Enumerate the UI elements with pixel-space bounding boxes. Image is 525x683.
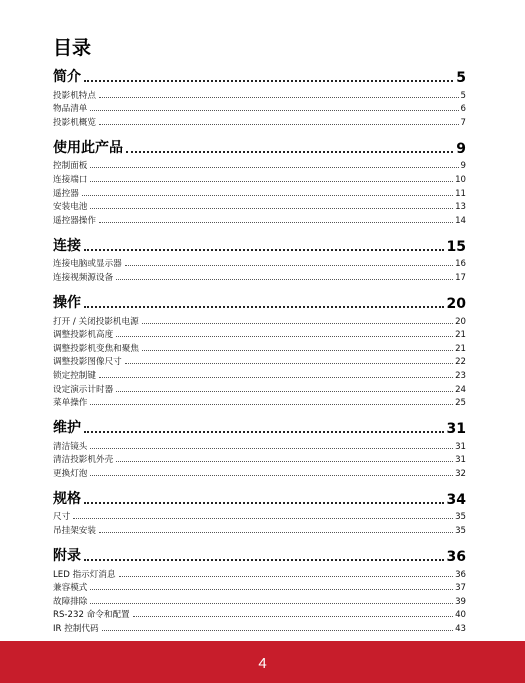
dot-leader (99, 222, 453, 223)
entry-title: 连接端口 (53, 174, 88, 185)
entry-page-number: 24 (455, 384, 466, 395)
dot-leader (90, 110, 458, 111)
table-of-contents (53, 64, 466, 634)
entry-title: 兼容模式 (53, 583, 88, 594)
toc-entry[interactable] (53, 522, 466, 536)
entry-page-number: 5 (460, 90, 466, 101)
toc-entry[interactable] (53, 171, 466, 185)
entry-page-number: 17 (455, 272, 466, 283)
dot-leader (126, 151, 453, 153)
dot-leader (90, 589, 453, 590)
entry-title: 清洁投影机外壳 (53, 455, 114, 466)
dot-leader (142, 323, 453, 324)
toc-section (53, 135, 466, 226)
toc-entry[interactable] (53, 438, 466, 452)
entry-title: 连接视频源设备 (53, 272, 114, 283)
entry-page-number: 9 (460, 161, 466, 172)
toc-section-heading[interactable] (53, 135, 466, 157)
toc-section (53, 486, 466, 536)
toc-section-heading[interactable] (53, 543, 466, 565)
toc-entry-list (53, 158, 466, 226)
entry-page-number: 35 (455, 512, 466, 523)
entry-page-number: 23 (455, 370, 466, 381)
page-number: 4 (258, 654, 267, 672)
entry-title: RS-232 命令和配置 (53, 610, 130, 621)
entry-title: 锁定控制键 (53, 370, 96, 381)
section-page-number: 34 (446, 491, 466, 508)
toc-entry[interactable] (53, 158, 466, 172)
toc-entry-list (53, 509, 466, 536)
entry-title: 清洁镜头 (53, 441, 88, 452)
dot-leader (84, 502, 444, 504)
entry-title: 设定演示计时器 (53, 384, 114, 395)
toc-entry[interactable] (53, 381, 466, 395)
entry-title: 投影机特点 (53, 90, 96, 101)
entry-title: LED 指示灯消息 (53, 569, 116, 580)
toc-entry[interactable] (53, 465, 466, 479)
dot-leader (84, 80, 453, 82)
entry-title: 尺寸 (53, 512, 71, 523)
toc-section (53, 290, 466, 408)
toc-entry[interactable] (53, 313, 466, 327)
entry-page-number: 6 (460, 104, 466, 115)
entry-title: 物品清单 (53, 104, 88, 115)
entry-title: 打开 / 关闭投影机电源 (53, 316, 139, 327)
entry-page-number: 35 (455, 526, 466, 537)
entry-title: 菜单操作 (53, 398, 88, 409)
toc-entry[interactable] (53, 607, 466, 621)
dot-leader (133, 616, 453, 617)
section-title: 操作 (53, 294, 81, 311)
toc-entry-list (53, 256, 466, 283)
footer-bar (0, 641, 525, 683)
toc-entry[interactable] (53, 395, 466, 409)
toc-entry-list (53, 566, 466, 634)
dot-leader (99, 532, 453, 533)
entry-page-number: 16 (455, 259, 466, 270)
entry-page-number: 37 (455, 583, 466, 594)
entry-page-number: 21 (455, 330, 466, 341)
dot-leader (90, 404, 453, 405)
section-page-number: 31 (446, 421, 466, 438)
toc-entry[interactable] (53, 566, 466, 580)
entry-title: IR 控制代码 (53, 624, 99, 635)
toc-section-heading[interactable] (53, 486, 466, 508)
dot-leader (73, 518, 453, 519)
toc-entry[interactable] (53, 87, 466, 101)
toc-entry[interactable] (53, 593, 466, 607)
entry-page-number: 43 (455, 624, 466, 635)
entry-title: 吊挂架安装 (53, 526, 96, 537)
dot-leader (84, 249, 444, 251)
dot-leader (99, 97, 459, 98)
dot-leader (84, 559, 444, 561)
dot-leader (90, 475, 453, 476)
toc-entry[interactable] (53, 101, 466, 115)
section-page-number: 15 (446, 238, 466, 255)
entry-title: 控制面板 (53, 161, 88, 172)
section-title: 使用此产品 (53, 139, 123, 156)
entry-title: 调整投影机变焦和聚焦 (53, 343, 139, 354)
entry-title: 调整投影图像尺寸 (53, 357, 122, 368)
dot-leader (82, 195, 453, 196)
page-title: 目录 (53, 37, 92, 59)
toc-entry-list (53, 438, 466, 479)
section-page-number: 5 (456, 70, 466, 86)
toc-entry[interactable] (53, 114, 466, 128)
section-title: 维护 (53, 420, 81, 437)
toc-entry[interactable] (53, 452, 466, 466)
dot-leader (125, 265, 453, 266)
toc-section-heading[interactable] (53, 290, 466, 312)
entry-page-number: 31 (455, 441, 466, 452)
toc-entry[interactable] (53, 340, 466, 354)
toc-entry[interactable] (53, 367, 466, 381)
dot-leader (116, 279, 453, 280)
section-title: 规格 (53, 490, 81, 507)
entry-page-number: 14 (455, 215, 466, 226)
section-page-number: 20 (446, 295, 466, 312)
dot-leader (90, 448, 453, 449)
entry-page-number: 20 (455, 316, 466, 327)
entry-page-number: 39 (455, 596, 466, 607)
dot-leader (90, 167, 458, 168)
entry-title: 更换灯泡 (53, 468, 88, 479)
toc-section (53, 415, 466, 479)
section-title: 连接 (53, 237, 81, 254)
dot-leader (119, 576, 454, 577)
dot-leader (99, 377, 453, 378)
toc-entry[interactable] (53, 354, 466, 368)
toc-section (53, 543, 466, 634)
entry-page-number: 25 (455, 398, 466, 409)
toc-entry[interactable] (53, 620, 466, 634)
dot-leader (84, 306, 444, 308)
section-page-number: 36 (446, 549, 466, 566)
toc-entry[interactable] (53, 185, 466, 199)
section-page-number: 9 (456, 140, 466, 157)
entry-page-number: 21 (455, 343, 466, 354)
toc-entry[interactable] (53, 212, 466, 226)
entry-page-number: 10 (455, 174, 466, 185)
dot-leader (102, 630, 453, 631)
dot-leader (99, 124, 459, 125)
dot-leader (125, 363, 453, 364)
section-title: 附录 (53, 548, 81, 565)
toc-entry-list (53, 313, 466, 408)
entry-page-number: 13 (455, 202, 466, 213)
dot-leader (116, 461, 453, 462)
entry-page-number: 31 (455, 455, 466, 466)
entry-page-number: 11 (455, 188, 466, 199)
toc-entry[interactable] (53, 327, 466, 341)
toc-section (53, 64, 466, 128)
entry-page-number: 36 (455, 569, 466, 580)
toc-entry[interactable] (53, 580, 466, 594)
toc-section (53, 233, 466, 283)
dot-leader (90, 603, 453, 604)
section-title: 简介 (53, 69, 81, 85)
entry-title: 遥控器 (53, 188, 79, 199)
entry-title: 投影机概览 (53, 117, 96, 128)
toc-section-heading[interactable] (53, 233, 466, 255)
dot-leader (142, 350, 453, 351)
toc-entry[interactable] (53, 509, 466, 523)
toc-entry-list (53, 87, 466, 128)
dot-leader (84, 431, 444, 433)
dot-leader (90, 208, 453, 209)
entry-title: 遥控器操作 (53, 215, 96, 226)
dot-leader (116, 336, 453, 337)
entry-page-number: 40 (455, 610, 466, 621)
dot-leader (116, 391, 453, 392)
toc-entry[interactable] (53, 199, 466, 213)
toc-entry[interactable] (53, 256, 466, 270)
dot-leader (90, 181, 453, 182)
entry-page-number: 7 (460, 117, 466, 128)
entry-page-number: 32 (455, 468, 466, 479)
toc-section-heading[interactable] (53, 64, 466, 86)
entry-title: 故障排除 (53, 596, 88, 607)
entry-title: 调整投影机高度 (53, 330, 114, 341)
entry-page-number: 22 (455, 357, 466, 368)
toc-section-heading[interactable] (53, 415, 466, 437)
entry-title: 安装电池 (53, 202, 88, 213)
entry-title: 连接电脑或显示器 (53, 259, 122, 270)
toc-entry[interactable] (53, 269, 466, 283)
